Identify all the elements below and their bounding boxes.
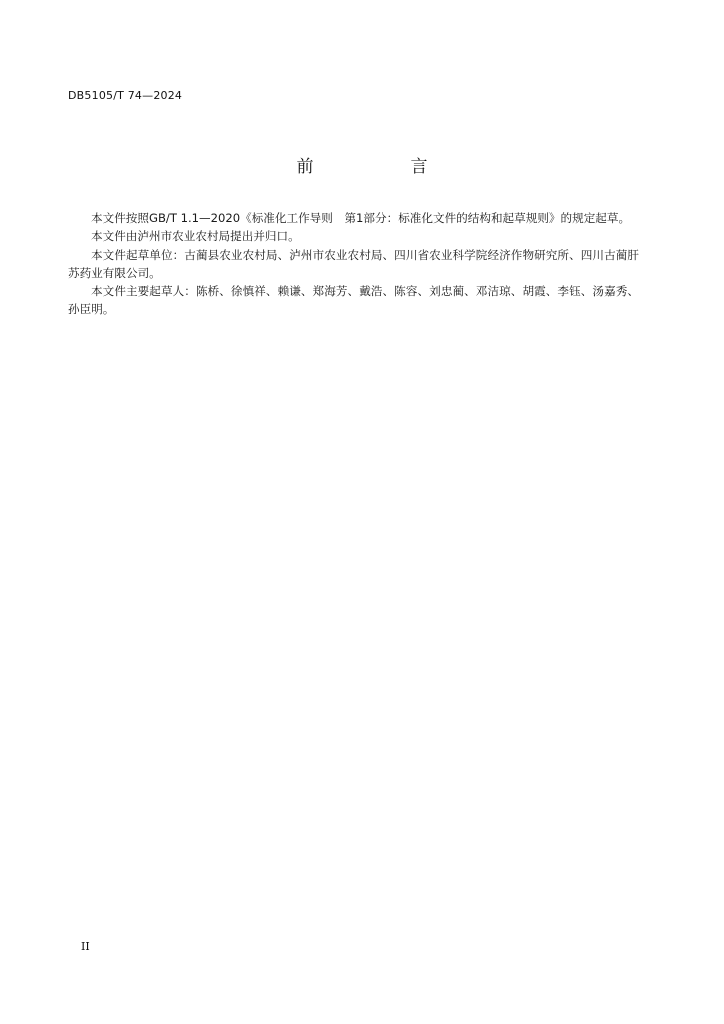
paragraph-drafting-rules: 本文件按照GB/T 1.1—2020《标准化工作导则 第1部分：标准化文件的结构和起草规则》的规定起草。: [91, 211, 631, 225]
page-title: 前 言: [296, 157, 468, 177]
page-number: II: [81, 940, 90, 953]
paragraph-proposer: 本文件由泸州市农业农村局提出并归口。: [91, 229, 300, 244]
paragraph-drafting-units: 本文件起草单位：古蔺县农业农村局、泸州市农业农村局、四川省农业科学院经济作物研究所、四川古蔺肝苏药业有限公司。: [68, 247, 639, 280]
foreword-body: [68, 209, 639, 319]
document-code: DB5105/T 74—2024: [68, 89, 183, 102]
paragraph-drafters: 本文件主要起草人：陈桥、徐慎祥、赖谦、郑海芳、戴浩、陈容、刘忠蔺、邓洁琼、胡霞、李钰、汤嘉秀、孙臣明。: [68, 284, 639, 317]
